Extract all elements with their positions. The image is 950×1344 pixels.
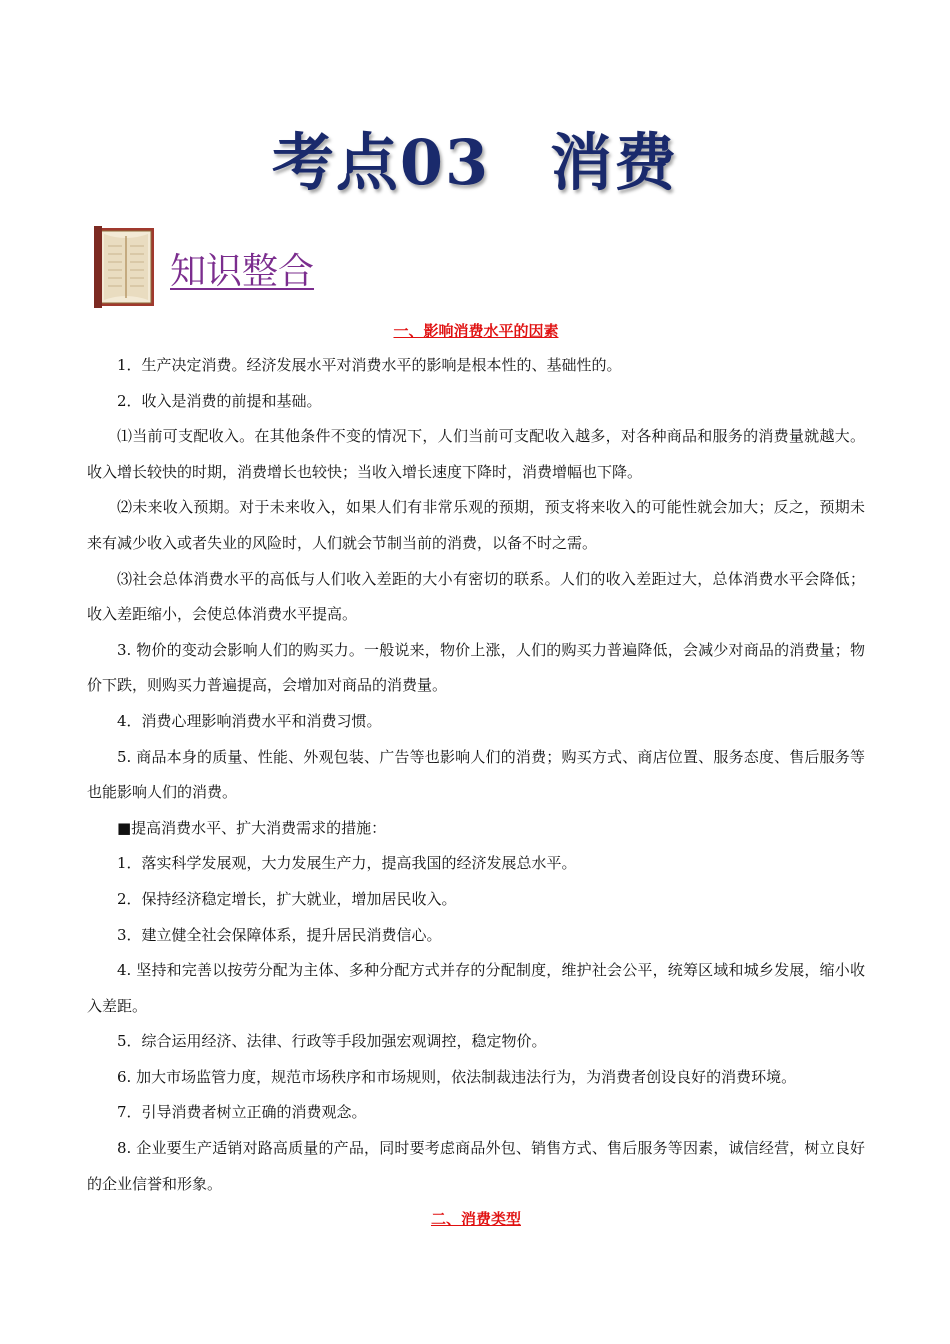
paragraph: 4. 坚持和完善以按劳分配为主体、多种分配方式并存的分配制度，维护社会公平，统筹区域和城乡发展，缩小收入差距。: [87, 961, 865, 1015]
section-heading: 一、影响消费水平的因素: [393, 322, 559, 340]
paragraph: ⑵未来收入预期。对于未来收入，如果人们有非常乐观的预期，预支将来收入的可能性就会加大；反之，预期未来有减少收入或者失业的风险时，人们就会节制当前的消费，以备不时之需。: [87, 498, 865, 552]
paragraph: 8. 企业要生产适销对路高质量的产品，同时要考虑商品外包、销售方式、售后服务等因素，诚信经营，树立良好的企业信誉和形象。: [87, 1139, 865, 1193]
paragraph: 7．引导消费者树立正确的消费观念。: [117, 1103, 367, 1122]
paragraph: 4．消费心理影响消费水平和消费习惯。: [117, 711, 382, 730]
banner-label: 知识整合: [170, 251, 315, 292]
book-icon: [92, 222, 160, 310]
knowledge-banner: [92, 222, 352, 314]
title-part1: 考点03: [271, 126, 491, 199]
paragraph: 3. 物价的变动会影响人们的购买力。一般说来，物价上涨，人们的购买力普遍降低，会减少对商品的消费量；物价下跌，则购买力普遍提高，会增加对商品的消费量。: [87, 640, 865, 695]
paragraph: 2．保持经济稳定增长，扩大就业，增加居民收入。: [117, 889, 457, 908]
content-body: [87, 314, 865, 1236]
title-part2: 消费: [550, 126, 679, 199]
page-title: [0, 118, 950, 208]
paragraph: 5．综合运用经济、法律、行政等手段加强宏观调控，稳定物价。: [117, 1032, 547, 1051]
paragraph: ⑴当前可支配收入。在其他条件不变的情况下，人们当前可支配收入越多，对各种商品和服务的消费量就越大。收入增长较快的时期，消费增长也较快；当收入增长速度下降时，消费增幅也下降。: [87, 427, 865, 481]
paragraph: 3．建立健全社会保障体系，提升居民消费信心。: [117, 925, 442, 944]
paragraph: ■提高消费水平、扩大消费需求的措施：: [117, 818, 387, 837]
paragraph: ⑶社会总体消费水平的高低与人们收入差距的大小有密切的联系。人们的收入差距过大，总体消费水平会降低；收入差距缩小，会使总体消费水平提高。: [87, 569, 865, 624]
paragraph: 6. 加大市场监管力度，规范市场秩序和市场规则，依法制裁违法行为，为消费者创设良好的消费环境。: [117, 1067, 797, 1086]
paragraph: 2．收入是消费的前提和基础。: [117, 391, 322, 410]
section-heading: 二、消费类型: [430, 1210, 521, 1229]
paragraph: 5. 商品本身的质量、性能、外观包装、广告等也影响人们的消费；购买方式、商店位置、服务态度、售后服务等也能影响人们的消费。: [87, 747, 865, 802]
paragraph: 1．生产决定消费。经济发展水平对消费水平的影响是根本性的、基础性的。: [117, 356, 622, 374]
paragraph: 1．落实科学发展观，大力发展生产力，提高我国的经济发展总水平。: [117, 854, 577, 873]
